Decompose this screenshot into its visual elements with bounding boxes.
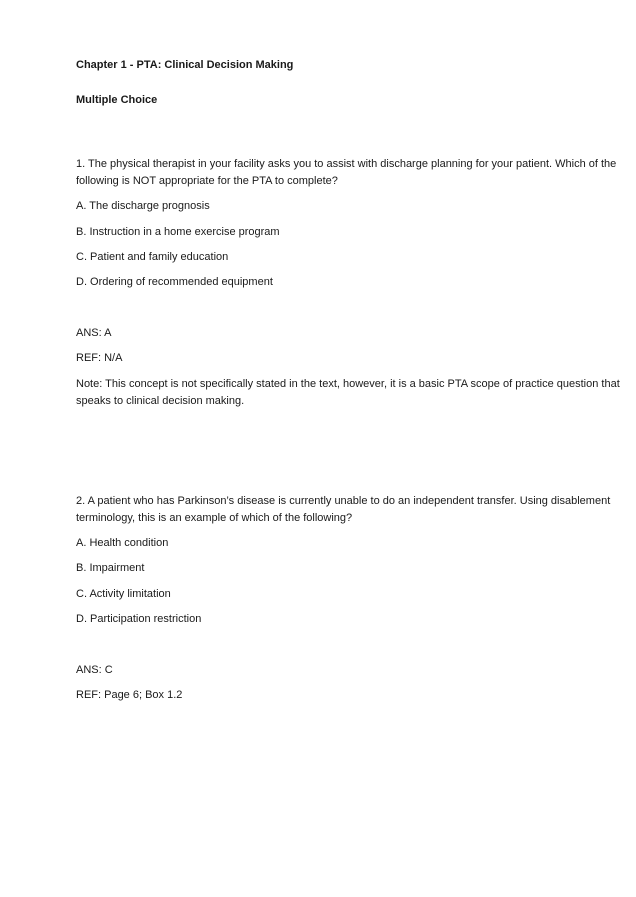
question-stem: 1. The physical therapist in your facility asks you to assist with discharge planning for your patient. Which of the following is NOT appropriate for the PTA to complete? [76, 158, 617, 187]
note-text: Note: This concept is not specifically stated in the text, however, it is a basic PTA scope of practice question that speaks to clinical decision making. [76, 378, 620, 407]
question-1-reference [76, 350, 620, 367]
question-2-option-a [76, 535, 620, 552]
reference-text: REF: Page 6; Box 1.2 [76, 689, 183, 701]
question-1-note [76, 376, 620, 410]
question-2-option-c [76, 586, 620, 603]
question-1-option-d [76, 274, 620, 291]
option-text: C. Patient and family education [76, 251, 229, 263]
question-1-option-c [76, 249, 620, 266]
question-2-stem [76, 493, 620, 527]
question-1-answer [76, 325, 620, 342]
question-2-reference [76, 687, 620, 704]
question-2-option-b [76, 560, 620, 577]
option-text: B. Impairment [76, 562, 145, 574]
question-1-option-a [76, 198, 620, 215]
question-2-option-d [76, 611, 620, 628]
option-text: C. Activity limitation [76, 588, 171, 600]
reference-text: REF: N/A [76, 352, 123, 364]
option-text: D. Participation restriction [76, 613, 202, 625]
question-2-answer [76, 662, 620, 679]
option-text: A. The discharge prognosis [76, 200, 210, 212]
answer-text: ANS: C [76, 664, 113, 676]
chapter-title: Chapter 1 - PTA: Clinical Decision Making [76, 59, 294, 71]
section-title: Multiple Choice [76, 94, 158, 106]
answer-text: ANS: A [76, 327, 112, 339]
question-stem: 2. A patient who has Parkinson’s disease is currently unable to do an independent transfer. Using disablement terminology, this is an example of which of the following? [76, 495, 611, 524]
option-text: D. Ordering of recommended equipment [76, 276, 273, 288]
option-text: B. Instruction in a home exercise program [76, 226, 280, 238]
question-1-option-b [76, 224, 620, 241]
option-text: A. Health condition [76, 537, 169, 549]
question-1-stem [76, 156, 620, 190]
